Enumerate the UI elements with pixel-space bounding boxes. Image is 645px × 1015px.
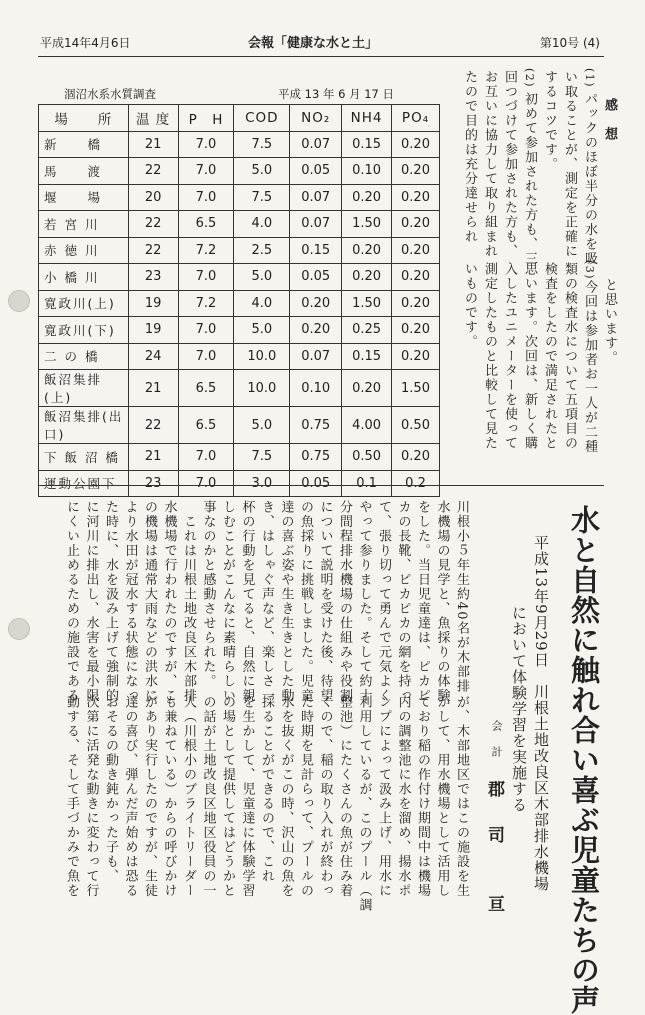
article-title: 水と自然に触れ合い喜ぶ児童たちの声 (567, 505, 601, 1015)
cell-value: 7.5 (234, 444, 290, 471)
article-line: 水機場の見学と、魚採りの体験 (434, 500, 450, 703)
header-cod: COD (234, 105, 290, 132)
impressions-heading: 感 想 (602, 98, 617, 142)
cell-value: 22 (128, 237, 178, 264)
cell-place: 寛政川(下) (39, 317, 129, 344)
cell-place: 二 の 橋 (39, 343, 129, 370)
cell-value: 1.50 (342, 211, 392, 238)
article-line: 人（川根小のブライトリーダー (181, 695, 196, 898)
cell-value: 21 (128, 444, 178, 471)
cell-value: 0.20 (342, 237, 392, 264)
impression-line: 思います。次回は、新しく購 (522, 262, 537, 451)
table-date: 平成 13 年 6 月 17 日 (278, 87, 395, 101)
article-line: 達の喜び、弾んだ声始めは恐る (122, 695, 138, 898)
table-row (39, 184, 440, 211)
cell-value: 6.5 (178, 407, 234, 444)
cell-value: 0.20 (392, 237, 440, 264)
cell-value: 0.05 (290, 470, 342, 497)
cell-value: 0.20 (342, 264, 392, 291)
issue-number: 第10号 (4) (539, 36, 600, 50)
cell-place: 飯沼集排(出口) (39, 407, 129, 444)
impression-line: 初めて参加された方も、三 (522, 92, 537, 266)
article-line: の話が土地改良区地区役員の一 (200, 695, 216, 898)
impression-line: と思います。 (602, 278, 617, 365)
issue-date: 平成14年4月6日 (40, 36, 131, 50)
table-row (39, 131, 440, 158)
table-row (39, 343, 440, 370)
table-row (39, 211, 440, 238)
cell-value: 0.25 (342, 317, 392, 344)
impression-line: 入したユニメーターを使って (502, 262, 517, 451)
cell-value: 19 (128, 317, 178, 344)
table-body (39, 131, 440, 497)
impression-line: 測定したものと比較して見た (482, 262, 497, 451)
cell-place: 下 飯 沼 橋 (39, 444, 129, 471)
article-line: これは川根土地改良区木部排 (181, 500, 196, 703)
cell-value: 7.5 (234, 184, 290, 211)
cell-value: 0.15 (342, 131, 392, 158)
article-line: の場として提供してはどうかと (220, 695, 235, 898)
article-line: をした。当日児童達は、ピカピ (415, 500, 430, 703)
cell-value: 0.20 (392, 211, 440, 238)
cell-value: 5.0 (234, 407, 290, 444)
article-line: より水田が冠水する状態になっ (122, 500, 138, 703)
cell-value: 0.20 (342, 184, 392, 211)
cell-value: 3.0 (234, 470, 290, 497)
impression-line: いものです。 (462, 262, 477, 349)
article-line: カの長靴、ピカピカの網を持っ (395, 500, 411, 703)
article-line: に河川に排出し、水害を最小限 (83, 500, 99, 703)
cell-value: 22 (128, 158, 178, 185)
cell-value: 0.2 (392, 470, 440, 497)
cell-value: 0.07 (290, 343, 342, 370)
section-divider (38, 485, 604, 486)
cell-value: 0.15 (342, 343, 392, 370)
article-line: について説明を受けた後、待望 (317, 500, 333, 703)
impression-line: たので目的は充分達せられ (462, 70, 477, 244)
article-line: 内の調整池に水を溜め、揚水ポ (395, 695, 411, 898)
cell-value: 4.00 (342, 407, 392, 444)
cell-place: 赤 徳 川 (39, 237, 129, 264)
article-subtitle-line-2: において体験学習を実施する (510, 605, 528, 813)
cell-value: 6.5 (178, 370, 234, 407)
cell-value: 0.20 (392, 264, 440, 291)
article-line: おそるの動き鈍かった子も、 (103, 695, 118, 884)
cell-value: 0.20 (392, 131, 440, 158)
table-row (39, 444, 440, 471)
cell-value: 1.50 (342, 290, 392, 317)
cell-value: 0.20 (392, 290, 440, 317)
article-line: を生かして、児童達に体験学習 (239, 695, 255, 898)
impression-line: するコツです。 (542, 70, 557, 172)
cell-value: 0.07 (290, 131, 342, 158)
table-row (39, 407, 440, 444)
cell-value: 7.0 (178, 470, 234, 497)
impression-line: 検査をしたので満足されたと (542, 262, 557, 451)
impression-line: 類の検査水について五項目の (562, 262, 577, 451)
cell-value: 0.20 (392, 158, 440, 185)
author-name: 郡 司 亘 (484, 780, 504, 918)
header-ph: P H (178, 105, 234, 132)
cell-place: 小 橋 川 (39, 264, 129, 291)
impression-line: い取ることが、測定を正確に (562, 70, 577, 259)
cell-value: 21 (128, 131, 178, 158)
article-line: かして、用水機場として活用し (434, 695, 450, 898)
table-row (39, 264, 440, 291)
impression-line: パックのほぼ半分の水を吸 (582, 92, 597, 266)
article-line: ンプによって汲み上げ、用水に (376, 695, 391, 898)
cell-value: 0.20 (290, 290, 342, 317)
cell-value: 19 (128, 290, 178, 317)
cell-place: 馬 渡 (39, 158, 129, 185)
cell-place: 飯沼集排(上) (39, 370, 129, 407)
cell-value: 0.75 (290, 407, 342, 444)
article-line: 川根小５年生約40名が木部排 (454, 500, 469, 694)
table-row (39, 317, 440, 344)
cell-place: 運動公園下 (39, 470, 129, 497)
article-line: くので、稲の取り入れが終わっ (317, 695, 333, 898)
cell-value: 22 (128, 211, 178, 238)
cell-value: 1.50 (392, 370, 440, 407)
impression-number: (3) (583, 260, 596, 281)
article-line: 採ることができるので、これ (259, 695, 274, 884)
article-line: の魚採りに挑戦しました。児童 (298, 500, 313, 703)
table-row (39, 370, 440, 407)
article-line: た時期を見計らって、プールの (298, 695, 313, 898)
cell-value: 0.75 (290, 444, 342, 471)
cell-value: 23 (128, 470, 178, 497)
article-line: 達の喜ぶ姿や生き生きとした動 (278, 500, 294, 703)
cell-place: 若 宮 川 (39, 211, 129, 238)
cell-value: 5.0 (234, 317, 290, 344)
cell-value: 7.0 (178, 131, 234, 158)
header-place: 場 所 (39, 105, 129, 132)
cell-value: 7.0 (178, 343, 234, 370)
cell-value: 0.20 (392, 343, 440, 370)
header-temperature: 温 度 (128, 105, 178, 132)
article-line: の機場は通常大雨などの洪水に (142, 500, 157, 703)
cell-value: 7.2 (178, 290, 234, 317)
cell-value: 2.5 (234, 237, 290, 264)
header-po4: PO₄ (392, 105, 440, 132)
article-line: やって参りました。そして約十 (356, 500, 372, 703)
article-line: も兼ねている）からの呼びかけ (161, 695, 177, 898)
cell-value: 0.20 (342, 370, 392, 407)
page-header (40, 34, 600, 54)
cell-value: 7.0 (178, 317, 234, 344)
article-line: があり実行したのですが、生徒 (142, 695, 157, 898)
author-role: 会 計 (490, 720, 503, 759)
table-title: 涸沼水系水質調査 (64, 87, 156, 101)
article-line: き、はしゃぐ声など、楽しさ一 (259, 500, 274, 703)
cell-value: 21 (128, 370, 178, 407)
cell-value: 0.20 (392, 317, 440, 344)
cell-value: 22 (128, 407, 178, 444)
cell-value: 0.20 (392, 184, 440, 211)
cell-value: 7.0 (178, 444, 234, 471)
cell-value: 10.0 (234, 370, 290, 407)
cell-value: 7.5 (234, 131, 290, 158)
article-line: 動する、そして手づかみで魚を (64, 695, 79, 898)
article-line: 事なのかと感動させられた。 (200, 500, 216, 689)
article-subtitle-line-1: 平成13年9月29日 川根土地改良区木部排水機場 (532, 535, 550, 892)
article-line: 次第に活発な動きに変わって行 (83, 695, 99, 898)
binder-hole (8, 290, 30, 312)
article-line: ており稲の作付け期間中は機場 (415, 695, 430, 898)
cell-value: 24 (128, 343, 178, 370)
impression-number: (1) (583, 68, 596, 89)
newsletter-title: 会報「健康な水と土」 (248, 36, 379, 51)
cell-value: 10.0 (234, 343, 290, 370)
cell-value: 7.0 (178, 184, 234, 211)
cell-value: 0.20 (290, 317, 342, 344)
cell-value: 0.07 (290, 211, 342, 238)
impression-line: 回つづけて参加された方も、 (502, 70, 517, 259)
article-line: 分間程排水機場の仕組みや役割 (337, 500, 352, 703)
cell-place: 堰 場 (39, 184, 129, 211)
cell-value: 20 (128, 184, 178, 211)
table-row (39, 237, 440, 264)
cell-value: 0.1 (342, 470, 392, 497)
article-line: が、木部地区ではこの施設を生 (454, 695, 469, 898)
table-row (39, 290, 440, 317)
cell-value: 0.10 (342, 158, 392, 185)
impression-number: (2) (523, 68, 536, 89)
cell-value: 0.50 (392, 407, 440, 444)
article-line: 水機場で行われたのですが、こ (161, 500, 177, 703)
impression-line: お互いに協力して取り組まれ (482, 70, 497, 259)
table-row (39, 158, 440, 185)
header-rule (38, 56, 604, 57)
cell-value: 7.2 (178, 237, 234, 264)
article-line: しむことがこんなに素晴らしい (220, 500, 235, 703)
impression-line: 今回は参加者お一人が二種 (582, 280, 597, 454)
article-line: 杯の行動を見てると、自然に親 (239, 500, 255, 703)
cell-value: 0.10 (290, 370, 342, 407)
article-line: 利用しているが、このプール（調 (356, 695, 372, 913)
cell-value: 23 (128, 264, 178, 291)
article-line: 整池）にたくさんの魚が住み着 (337, 695, 352, 898)
article-line: 水を抜くがこの時、沢山の魚を (278, 695, 294, 898)
cell-value: 7.0 (178, 158, 234, 185)
water-quality-table (38, 104, 440, 497)
cell-place: 新 橋 (39, 131, 129, 158)
cell-value: 5.0 (234, 158, 290, 185)
cell-value: 6.5 (178, 211, 234, 238)
binder-hole (8, 618, 30, 640)
table-header-row (39, 105, 440, 132)
article-line: にくい止めるための施設である (64, 500, 79, 703)
article-line: て、張り切って勇んで元気よく (376, 500, 391, 703)
cell-value: 4.0 (234, 290, 290, 317)
cell-value: 0.50 (342, 444, 392, 471)
article-line: た時に、水を汲み上げて強制的 (103, 500, 118, 703)
header-no2: NO₂ (290, 105, 342, 132)
cell-value: 7.0 (178, 264, 234, 291)
cell-value: 0.20 (392, 444, 440, 471)
cell-value: 5.0 (234, 264, 290, 291)
cell-value: 0.15 (290, 237, 342, 264)
cell-value: 0.05 (290, 264, 342, 291)
cell-value: 0.07 (290, 184, 342, 211)
header-nh4: NH4 (342, 105, 392, 132)
cell-value: 4.0 (234, 211, 290, 238)
table-row (39, 470, 440, 497)
cell-place: 寛政川(上) (39, 290, 129, 317)
cell-value: 0.05 (290, 158, 342, 185)
